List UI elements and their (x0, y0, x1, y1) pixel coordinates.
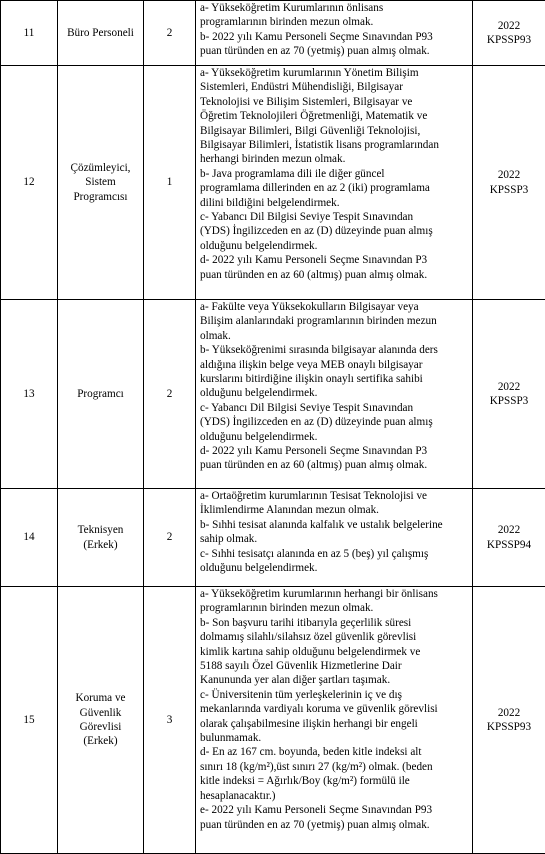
table-row (1, 66, 545, 300)
requirement-line: aldığına ilişkin belge veya MEB onaylı bilgisayar (200, 358, 469, 372)
exam-line: KPSSP94 (473, 538, 545, 552)
requirement-line: olarak çalışabilmesine ilişkin herhangi bir engeli (200, 717, 469, 731)
position-title-line: Koruma ve (58, 691, 143, 705)
row-number: 11 (1, 1, 58, 66)
exam-line: 2022 (473, 523, 545, 537)
requirement-line: sahip olmak. (200, 532, 469, 546)
position-title-line: Programcı (58, 387, 143, 401)
requirement-line: herhangi birinden mezun olmak. (200, 152, 469, 166)
requirement-line: Bilişim alanlarındaki programlarının birinden mezun (200, 314, 469, 328)
requirements-cell (196, 1, 473, 66)
requirement-line: kitle indeksi = Ağırlık/Boy (kg/m²) formülü ile (200, 774, 469, 788)
requirement-line: dolmamış silahlı/silahsız özel güvenlik görevlisi (200, 630, 469, 644)
exam-score-type (473, 1, 545, 66)
table-row (1, 300, 545, 489)
requirement-line: b- Java programlama dili ile diğer güncel (200, 167, 469, 181)
requirement-line: a- Yükseköğretim kurumlarının Yönetim Bilişim (200, 66, 469, 80)
requirement-line: olduğunu belgelendirmek. (200, 386, 469, 400)
exam-line: KPSSP93 (473, 33, 545, 47)
position-title-line: Sistem (58, 175, 143, 189)
requirements-cell (196, 300, 473, 489)
position-title-line: Programcısı (58, 190, 143, 204)
requirements-cell (196, 66, 473, 300)
requirement-line: d- 2022 yılı Kamu Personeli Seçme Sınavından P3 (200, 444, 469, 458)
positions-table-body (1, 1, 545, 854)
requirement-line: a- Yükseköğretim Kurumlarının önlisans (200, 1, 469, 15)
row-number: 12 (1, 66, 58, 300)
requirement-line: e- 2022 yılı Kamu Personeli Seçme Sınavından P93 (200, 803, 469, 817)
requirement-line: İklimlendirme Alanından mezun olmak. (200, 503, 469, 517)
row-number: 13 (1, 300, 58, 489)
requirement-line: Sistemleri, Endüstri Mühendisliği, Bilgisayar (200, 80, 469, 94)
requirement-line: d- En az 167 cm. boyunda, beden kitle indeksi alt (200, 745, 469, 759)
requirement-line: a- Yükseköğretim kurumlarının herhangi bir önlisans (200, 587, 469, 601)
requirement-line: olduğunu belgelendirmek. (200, 430, 469, 444)
requirement-line: Öğretim Teknolojileri Öğretmenliği, Matematik ve (200, 109, 469, 123)
exam-line: KPSSP3 (473, 394, 545, 408)
table-row (1, 587, 545, 854)
position-title-line: Görevlisi (58, 720, 143, 734)
requirement-line: puan türünden en az 60 (altmış) puan almış olmak. (200, 268, 469, 282)
requirement-line: programlama dillerinden en az 2 (iki) programlama (200, 181, 469, 195)
position-title-line: Güvenlik (58, 706, 143, 720)
exam-line: 2022 (473, 706, 545, 720)
requirement-line: Bilgisayar Bilimleri, Bilgi Güvenliği Teknolojisi, (200, 124, 469, 138)
requirement-line: olduğunu belgelendirmek. (200, 239, 469, 253)
position-title (58, 587, 144, 854)
requirement-line: olduğunu belgelendirmek. (200, 561, 469, 575)
requirement-line: b- 2022 yılı Kamu Personeli Seçme Sınavından P93 (200, 30, 469, 44)
requirement-line: puan türünden en az 70 (yetmiş) puan almış olmak. (200, 44, 469, 58)
exam-line: 2022 (473, 19, 545, 33)
position-title-line: (Erkek) (58, 734, 143, 748)
requirements-cell (196, 587, 473, 854)
requirement-line: c- Sıhhi tesisatçı alanında en az 5 (beş) yıl çalışmış (200, 547, 469, 561)
exam-line: 2022 (473, 168, 545, 182)
position-title (58, 66, 144, 300)
requirement-line: d- 2022 yılı Kamu Personeli Seçme Sınavından P3 (200, 253, 469, 267)
exam-score-type (473, 489, 545, 587)
requirements-cell (196, 489, 473, 587)
requirement-line: 5188 sayılı Özel Güvenlik Hizmetlerine Dair (200, 659, 469, 673)
requirement-line: sınırı 18 (kg/m²),üst sınırı 27 (kg/m²) olmak. (beden (200, 760, 469, 774)
position-title-line: Çözümleyici, (58, 161, 143, 175)
table-row (1, 1, 545, 66)
requirement-line: b- Yükseköğrenimi sırasında bilgisayar alanında ders (200, 343, 469, 357)
requirement-line: Teknolojisi ve Bilişim Sistemleri, Bilgisayar ve (200, 95, 469, 109)
table-row (1, 489, 545, 587)
requirement-line: b- Sıhhi tesisat alanında kalfalık ve ustalık belgelerine (200, 518, 469, 532)
row-number: 14 (1, 489, 58, 587)
position-title-line: (Erkek) (58, 538, 143, 552)
requirement-line: kimlik kartına sahip olduğunu belgelendirmek ve (200, 645, 469, 659)
exam-score-type (473, 66, 545, 300)
exam-score-type (473, 300, 545, 489)
requirement-line: puan türünden en az 70 (yetmiş) puan almış olmak. (200, 818, 469, 832)
requirement-line: c- Üniversitenin tüm yerleşkelerinin iç ve dış (200, 688, 469, 702)
row-number: 15 (1, 587, 58, 854)
position-count: 2 (144, 489, 196, 587)
requirement-line: kurslarını bitirdiğine ilişkin onaylı sertifika sahibi (200, 372, 469, 386)
requirement-line: c- Yabancı Dil Bilgisi Seviye Tespit Sınavından (200, 210, 469, 224)
position-title (58, 489, 144, 587)
exam-line: KPSSP3 (473, 183, 545, 197)
requirement-line: a- Ortaöğretim kurumlarının Tesisat Teknolojisi ve (200, 489, 469, 503)
requirement-line: c- Yabancı Dil Bilgisi Seviye Tespit Sınavından (200, 401, 469, 415)
position-count: 2 (144, 300, 196, 489)
requirement-line: hesaplanacaktır.) (200, 789, 469, 803)
position-title (58, 300, 144, 489)
requirement-line: programlarının birinden mezun olmak. (200, 601, 469, 615)
requirement-line: mekanlarında vardiyalı koruma ve güvenlik görevlisi (200, 702, 469, 716)
requirement-line: Kanununda yer alan diğer şartları taşımak. (200, 673, 469, 687)
requirement-line: b- Son başvuru tarihi itibarıyla geçerlilik süresi (200, 616, 469, 630)
requirement-line: dilini bildiğini belgelendirmek. (200, 196, 469, 210)
exam-line: KPSSP93 (473, 720, 545, 734)
position-count: 2 (144, 1, 196, 66)
position-title-line: Teknisyen (58, 523, 143, 537)
exam-score-type (473, 587, 545, 854)
position-title-line: Büro Personeli (58, 26, 143, 40)
requirement-line: bulunmamak. (200, 731, 469, 745)
position-count: 3 (144, 587, 196, 854)
requirement-line: Bilgisayar Bilimleri, İstatistik lisans programlarından (200, 138, 469, 152)
requirement-line: (YDS) İngilizceden en az (D) düzeyinde puan almış (200, 224, 469, 238)
requirement-line: programlarının birinden mezun olmak. (200, 15, 469, 29)
requirement-line: a- Fakülte veya Yüksekokulların Bilgisayar veya (200, 300, 469, 314)
requirement-line: olmak. (200, 329, 469, 343)
exam-line: 2022 (473, 380, 545, 394)
requirement-line: (YDS) İngilizceden en az (D) düzeyinde puan almış (200, 415, 469, 429)
position-title (58, 1, 144, 66)
requirement-line: puan türünden en az 60 (altmış) puan almış olmak. (200, 458, 469, 472)
position-count: 1 (144, 66, 196, 300)
